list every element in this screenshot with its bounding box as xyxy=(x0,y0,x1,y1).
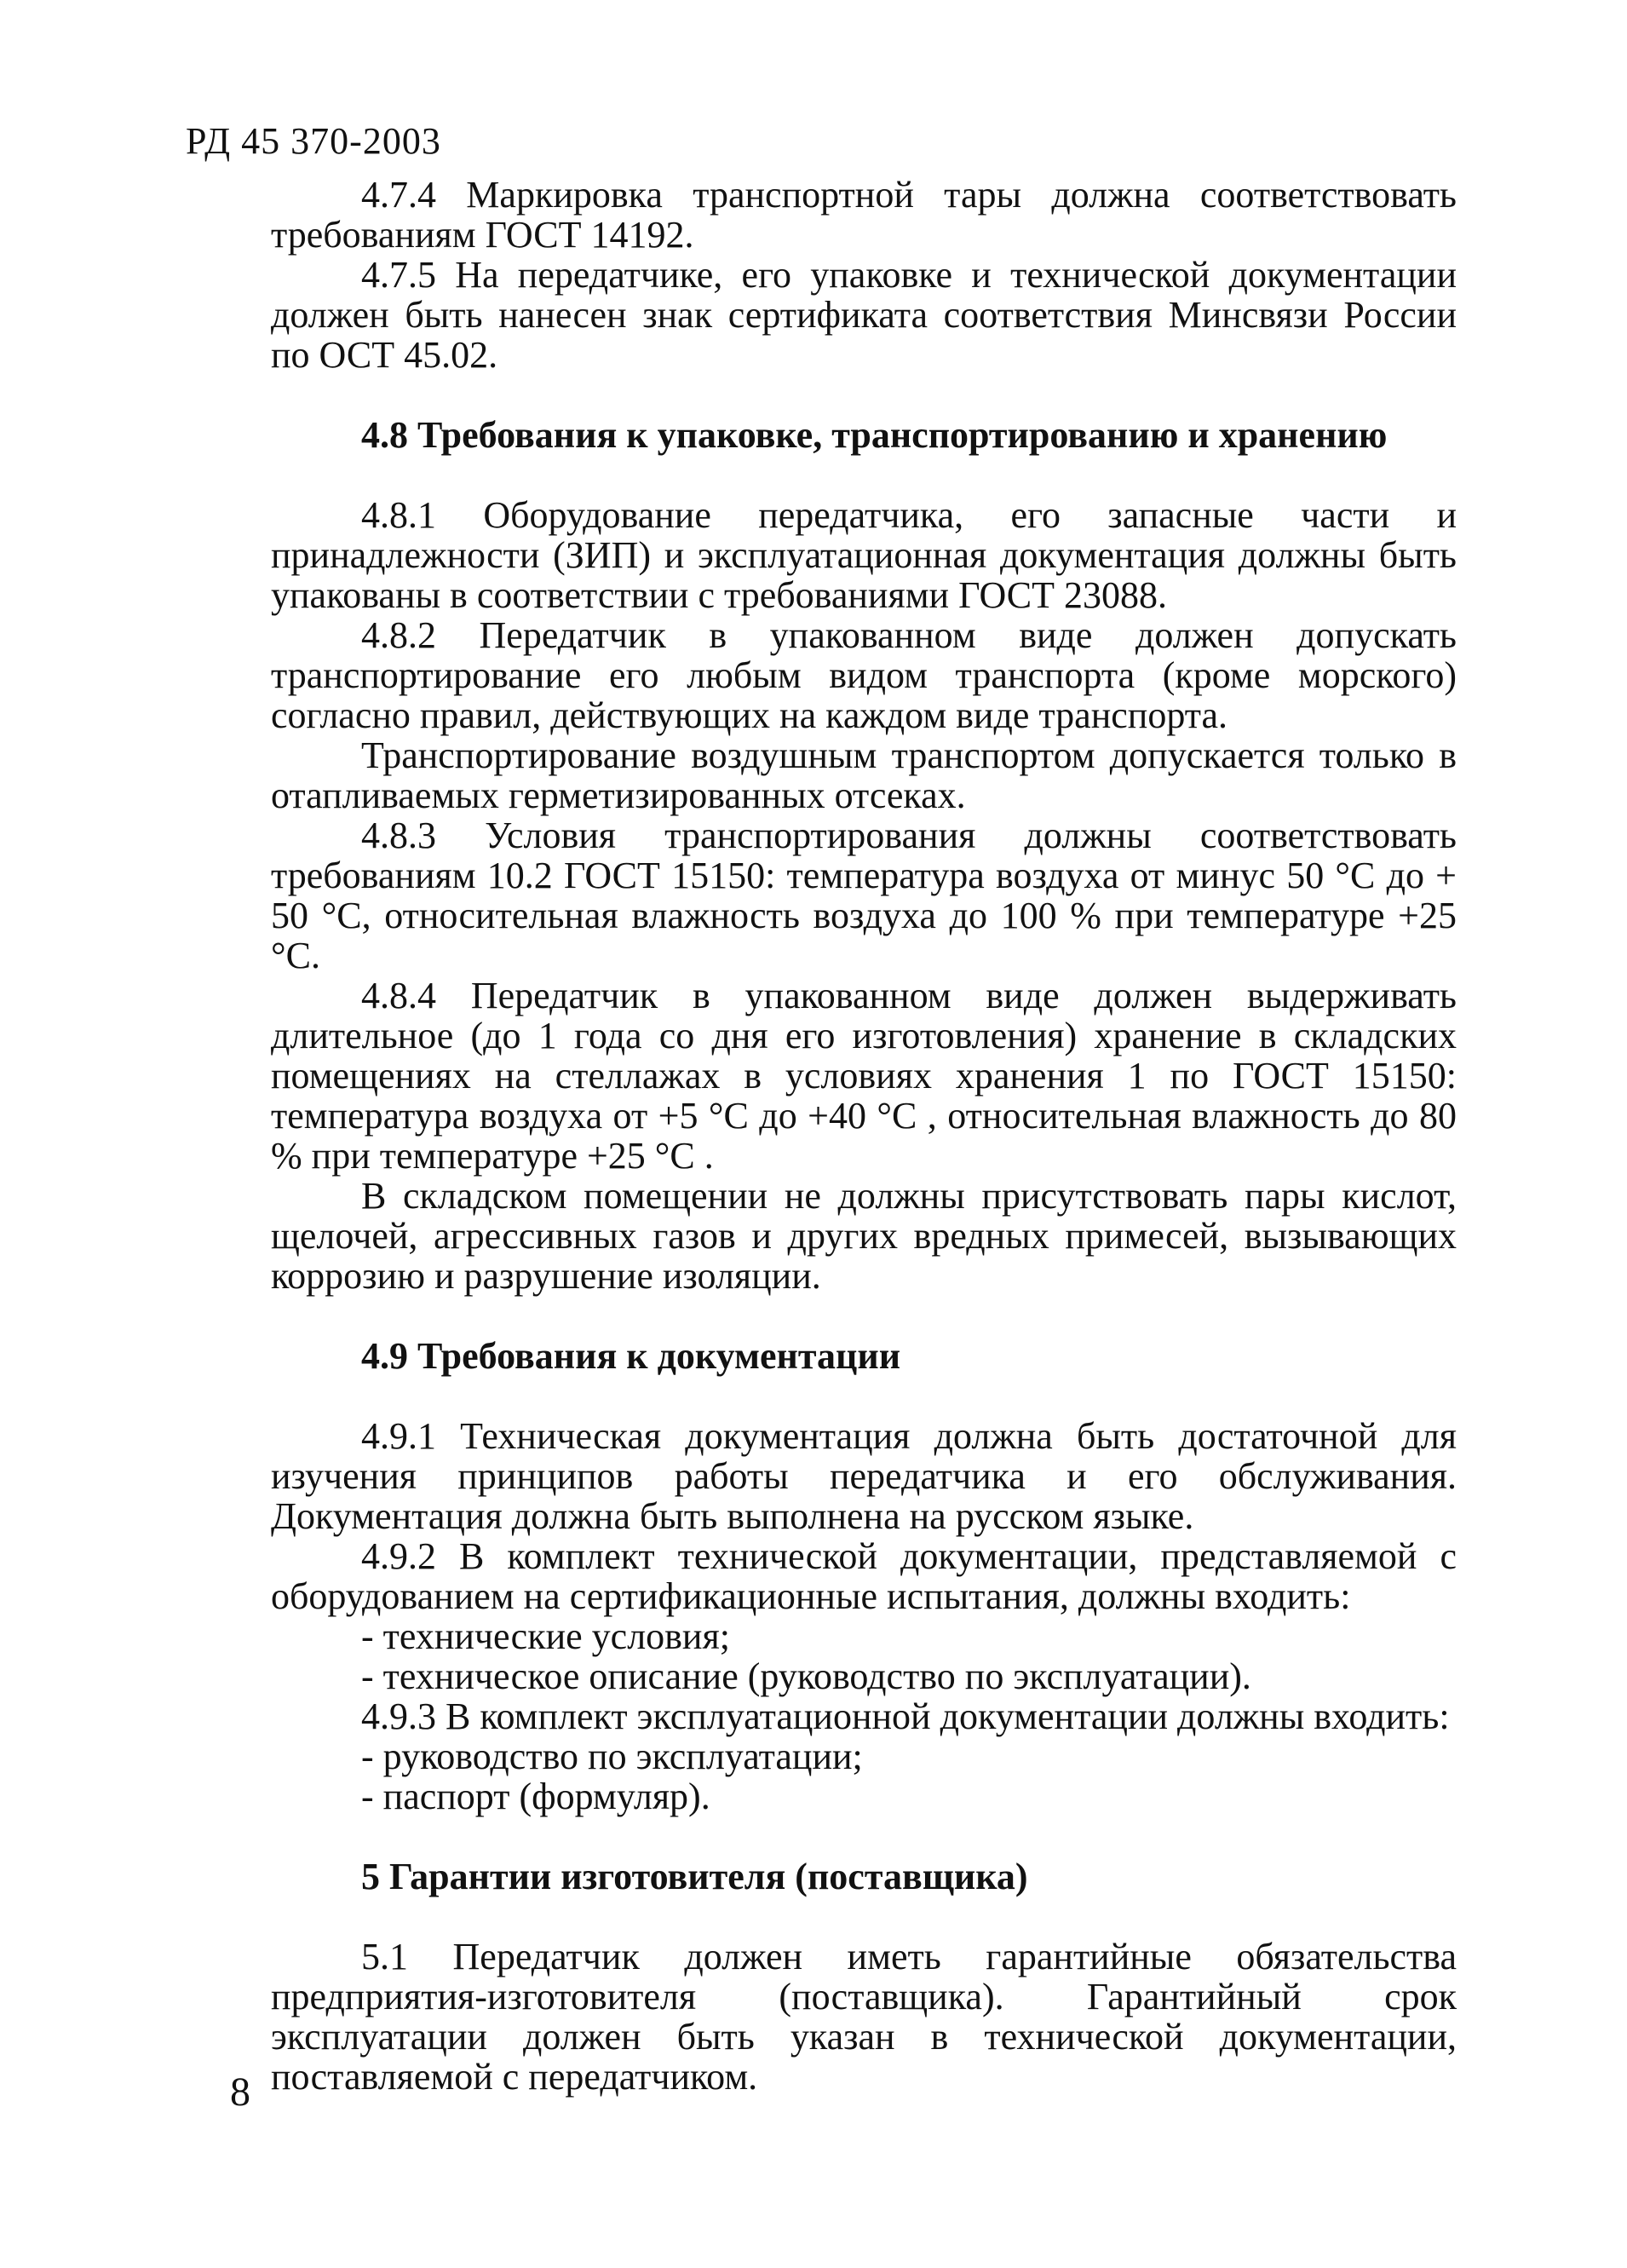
paragraph-4-7-5: 4.7.5 На передатчике, его упаковке и технической документации должен быть нанесен знак сертификата соответствия Минсвязи России по ОСТ 45.02. xyxy=(271,254,1457,376)
paragraph-5-1: 5.1 Передатчик должен иметь гарантийные обязательства предприятия-изготовителя (поставщика). Гарантийный срок эксплуатации должен быть указан в технической документации, поставляемой с передатчиком. xyxy=(271,1936,1457,2098)
page-number: 8 xyxy=(230,2069,250,2115)
document-body xyxy=(271,175,1457,2097)
paragraph-4-9-2: 4.9.2 В комплект технической документации, представляемой с оборудованием на сертификационные испытания, должны входить: xyxy=(271,1535,1457,1617)
list-item: - паспорт (формуляр). xyxy=(361,1776,710,1817)
section-heading-5: 5 Гарантии изготовителя (поставщика) xyxy=(361,1856,1028,1897)
list-item: - техническое описание (руководство по эксплуатации). xyxy=(361,1655,1251,1697)
paragraph-4-7-4: 4.7.4 Маркировка транспортной тары должна соответствовать требованиям ГОСТ 14192. xyxy=(271,174,1457,256)
paragraph-4-8-2: 4.8.2 Передатчик в упакованном виде должен допускать транспортирование его любым видом транспорта (кроме морского) согласно правил, действующих на каждом виде транспорта. xyxy=(271,614,1457,736)
paragraph-4-8-1: 4.8.1 Оборудование передатчика, его запасные части и принадлежности (ЗИП) и эксплуатационная документация должны быть упакованы в соответствии с требованиями ГОСТ 23088. xyxy=(271,494,1457,616)
list-item: - руководство по эксплуатации; xyxy=(361,1736,863,1777)
section-heading-4-9: 4.9 Требования к документации xyxy=(361,1335,901,1377)
paragraph-4-8-3: 4.8.3 Условия транспортирования должны соответствовать требованиям 10.2 ГОСТ 15150: температура воздуха от минус 50 °С до + 50 °С, относительная влажность воздуха до 100 % при температуре +25 °С. xyxy=(271,815,1457,976)
paragraph-air-transport: Транспортирование воздушным транспортом допускается только в отапливаемых герметизированных отсеках. xyxy=(271,734,1457,816)
paragraph-4-9-3: 4.9.3 В комплект эксплуатационной документации должны входить: xyxy=(361,1695,1450,1737)
paragraph-storage-room: В складском помещении не должны присутствовать пары кислот, щелочей, агрессивных газов и других вредных примесей, вызывающих коррозию и разрушение изоляции. xyxy=(271,1175,1457,1297)
paragraph-4-8-4: 4.8.4 Передатчик в упакованном виде должен выдерживать длительное (до 1 года со дня его изготовления) хранение в складских помещениях на стеллажах в условиях хранения 1 по ГОСТ 15150: температура воздуха от +5 °С до +40 °С , относительная влажность до 80 % при температуре +25 °С . xyxy=(271,975,1457,1177)
list-item: - технические условия; xyxy=(361,1615,730,1657)
document-code: РД 45 370-2003 xyxy=(186,120,441,162)
section-heading-4-8: 4.8 Требования к упаковке, транспортированию и хранению xyxy=(361,414,1388,456)
paragraph-4-9-1: 4.9.1 Техническая документация должна быть достаточной для изучения принципов работы передатчика и его обслуживания. Документация должна быть выполнена на русском языке. xyxy=(271,1415,1457,1537)
